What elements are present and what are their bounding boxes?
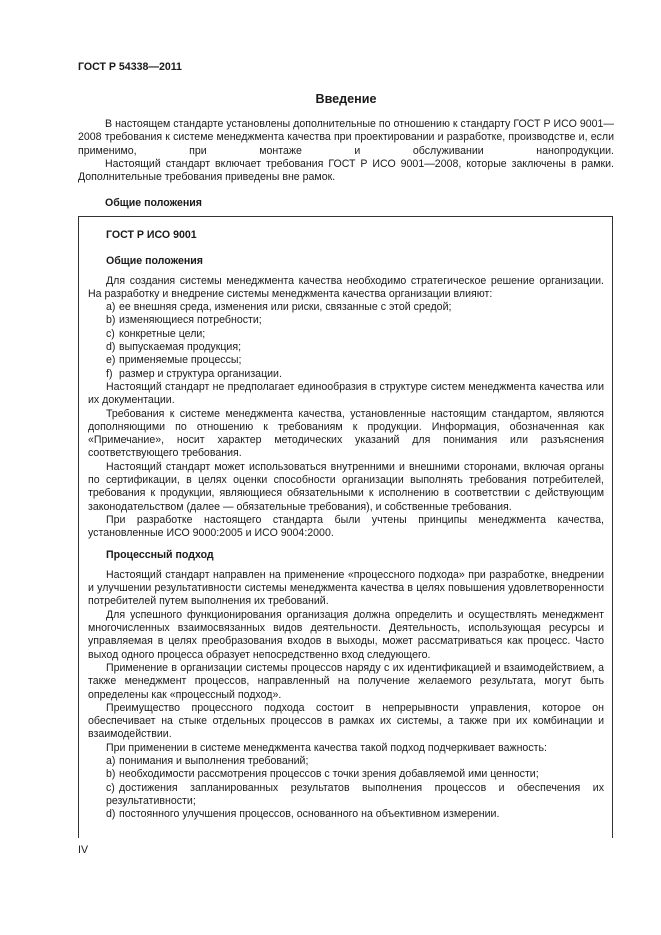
list-item — [88, 328, 604, 341]
paragraph: При разработке настоящего стандарта были учтены принципы менеджмента качества, установленные ИСО 9000:2005 и ИСО 9004:2000. — [88, 513, 604, 540]
process-approach-subheading: Процессный подход — [106, 548, 214, 561]
intro-paragraph-1: В настоящем стандарте установлены дополнительные по отношению к стандарту ГОСТ Р ИСО 9001—2008 требования к системе менеджмента качества при проектировании и разработке, производстве и, если применимо, при монтаже и обслуживании нанопродукции. — [78, 118, 614, 157]
list-marker: а) — [106, 754, 116, 767]
framed-standard-text — [78, 216, 613, 838]
list-marker: а) — [106, 301, 116, 314]
paragraph: Применение в организации системы процессов наряду с их идентификацией и взаимодействием, а также менеджмент процессов, направленный на получение желаемого результата, могут быть определены как «процессный подход». — [88, 661, 604, 701]
list-marker: е) — [106, 354, 116, 367]
list-item — [88, 301, 604, 314]
paragraph: Преимущество процессного подхода состоит в непрерывности управления, которое он обеспечивает на стыке отдельных процессов в рамках их системы, а также при их комбинации и взаимодействии. — [88, 701, 604, 741]
framed-content — [88, 217, 604, 821]
general-provisions-heading: Общие положения — [105, 197, 202, 209]
general-provisions-subheading: Общие положения — [106, 255, 203, 268]
paragraph: Настоящий стандарт направлен на применение «процессного подхода» при разработке, внедрении и улучшении результативности системы менеджмента качества в целях повышения удовлетворенности потребителей путем выполнения их требований. — [88, 568, 604, 608]
list-marker: d) — [106, 808, 116, 821]
list-text: ее внешняя среда, изменения или риски, связанные с этой средой; — [119, 301, 452, 314]
list-item — [88, 782, 604, 809]
paragraph: Настоящий стандарт может использоваться внутренними и внешними сторонами, включая органы по сертификации, в целях оценки способности организации выполнять требования потребителей, требования к продукции, являющиеся обязательными к исполнению в соответствии с действующим законодательством (далее — обязательные требования), и собственные требования. — [88, 460, 604, 513]
intro-paragraph-2: Настоящий стандарт включает требования ГОСТ Р ИСО 9001—2008, которые заключены в рамки. Дополнительные требования приведены вне рамок. — [78, 157, 614, 184]
list-item — [88, 354, 604, 367]
list-marker: с) — [106, 327, 115, 340]
paragraph: Требования к системе менеджмента качества, установленные настоящим стандартом, являются дополняющими по отношению к требованиям к продукции. Информация, обозначенная как «Примечание», носит характер методических указаний для понимания или разъяснения соответствующего требования. — [88, 407, 604, 460]
list-item — [88, 768, 604, 781]
page-number: IV — [78, 844, 89, 856]
standard-title: ГОСТ Р ИСО 9001 — [106, 229, 197, 241]
list-marker: d) — [106, 341, 116, 354]
section-title: Введение — [315, 92, 377, 106]
list-item — [88, 341, 604, 354]
paragraph: При применении в системе менеджмента качества такой подход подчеркивает важность: — [106, 741, 547, 754]
list-marker: f) — [106, 367, 113, 380]
list-item — [88, 808, 604, 821]
paragraph: Настоящий стандарт не предполагает единообразия в структуре систем менеджмента качества или их документации. — [88, 380, 604, 407]
list-marker: b) — [106, 768, 116, 781]
list-text: выпускаемая продукция; — [119, 341, 242, 354]
list-item — [88, 755, 604, 768]
list-text: понимания и выполнения требований; — [119, 754, 309, 767]
paragraph: Для успешного функционирования организация должна определить и осуществлять менеджмент многочисленных взаимосвязанных видов деятельности. Деятельность, использующая ресурсы и управляемая в целях преобразования входов в выходы, может рассматриваться как процесс. Часто выход одного процесса образует непосредственно вход следующего. — [88, 608, 604, 661]
list-item — [88, 314, 604, 327]
list-text: необходимости рассмотрения процессов с точки зрения добавляемой ими ценности; — [119, 768, 539, 781]
list-text: размер и структура организации. — [119, 367, 282, 380]
list-text: конкретные цели; — [119, 327, 206, 340]
list-marker: b) — [106, 314, 116, 327]
list-text: постоянного улучшения процессов, основанного на объективном измерении. — [119, 808, 500, 821]
list-marker: с) — [106, 781, 115, 794]
paragraph: Для создания системы менеджмента качества необходимо стратегическое решение организации. На разработку и внедрение системы менеджмента качества организации влияют: — [88, 274, 604, 300]
list-item — [88, 368, 604, 381]
list-text: изменяющиеся потребности; — [119, 314, 262, 327]
list-text: достижения запланированных результатов выполнения процессов и обеспечения их результативности; — [106, 781, 604, 807]
introduction-text — [78, 118, 614, 184]
document-code: ГОСТ Р 54338—2011 — [78, 61, 182, 73]
list-text: применяемые процессы; — [119, 354, 242, 367]
